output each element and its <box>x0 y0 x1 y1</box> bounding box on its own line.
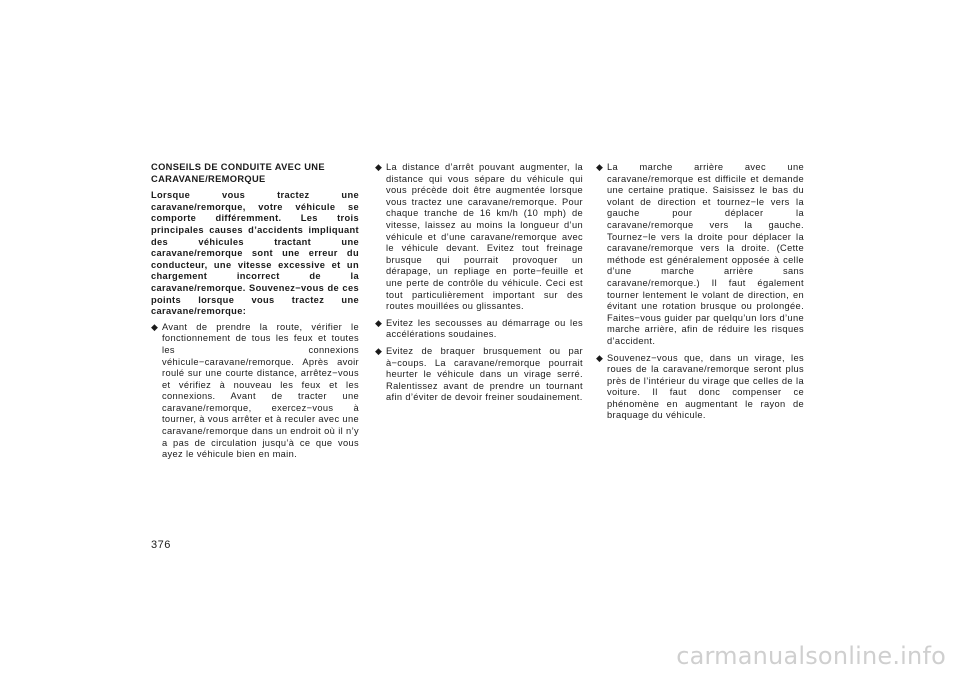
diamond-bullet-icon: ◆ <box>375 317 383 328</box>
diamond-bullet-icon: ◆ <box>596 162 604 172</box>
diamond-bullet-icon: ◆ <box>375 345 383 356</box>
intro-paragraph: Lorsque vous tractez une caravane/remorque, votre véhicule se comporte différemment. Les trois principales causes d’accidents impliquant des véhicules tractant une caravane/remorque sont une erreur du conducteur, une vitesse excessive et un chargement incorrect de la caravane/remorque. Souvenez−vous de ces points lorsque vous tractez une caravane/remorque: <box>151 190 359 317</box>
bullet-list-right <box>596 162 804 422</box>
list-item <box>375 162 583 313</box>
watermark: carmanualsonline.info <box>676 642 946 670</box>
list-item-text: Avant de prendre la route, vérifier le fonctionnement de tous les feux et toutes les connexions véhicule−caravane/remorque. Après avoir roulé sur une courte distance, arrêtez−vous et vérifiez à nouveau les feux et les connexions. Avant de tracter une caravane/remorque, exercez−vous à tourner, à vous arrêter et à reculer avec une caravane/remorque dans un endroit où il n’y a pas de circulation jusqu’à ce que vous ayez le véhicule bien en main. <box>162 321 359 460</box>
list-item <box>596 162 804 348</box>
bullet-list-left <box>151 322 359 461</box>
list-item <box>375 346 583 404</box>
list-item-text: La distance d’arrêt pouvant augmenter, la distance qui vous sépare du véhicule qui vous précède doit être augmentée lorsque vous tractez une caravane/remorque. Pour chaque tranche de 16 km/h (10 mph) de vitesse, laissez au moins la longueur d’un véhicule et d’une caravane/remorque avec le véhicule devant. Evitez tout freinage brusque qui pourrait provoquer un dérapage, un repliage en porte−feuille et une perte de contrôle du véhicule. Ceci est tout particulièrement important sur des routes mouillées ou glissantes. <box>386 162 583 312</box>
list-item-text: Souvenez−vous que, dans un virage, les roues de la caravane/remorque seront plus près de l’intérieur du virage que celles de la voiture. Il faut donc compenser ce phénomène en augmentant le rayon de braquage du véhicule. <box>607 352 804 421</box>
list-item <box>375 318 583 341</box>
column-right <box>596 162 804 427</box>
section-heading: CONSEILS DE CONDUITE AVEC UNE CARAVANE/REMORQUE <box>151 162 325 184</box>
list-item <box>151 322 359 461</box>
diamond-bullet-icon: ◆ <box>151 321 159 332</box>
list-item-text: La marche arrière avec une caravane/remorque est difficile et demande une certaine pratique. Saisissez le bas du volant de direction et tournez−le vers la gauche pour déplacer la caravane/remorque vers la gauche. Tournez−le vers la droite pour déplacer la caravane/remorque vers la droite. (Cette méthode est généralement opposée à celle d’une marche arrière sans caravane/remorque.) Il faut également tourner lentement le volant de direction, en évitant une rotation brusque ou prolongée. Faites−vous guider par quelqu’un lors d’une marche arrière, afin de réduire les risques d’accident. <box>607 162 804 346</box>
list-item <box>596 353 804 423</box>
list-item-text: Evitez de braquer brusquement ou par à−coups. La caravane/remorque pourrait heurter le véhicule dans un virage serré. Ralentissez avant de prendre un tournant afin d’éviter de devoir freiner soudainement. <box>386 345 583 403</box>
list-item-text: Evitez les secousses au démarrage ou les accélérations soudaines. <box>386 317 583 340</box>
column-middle <box>375 162 583 409</box>
diamond-bullet-icon: ◆ <box>596 352 604 363</box>
diamond-bullet-icon: ◆ <box>375 162 383 172</box>
column-left <box>151 162 359 466</box>
page-number: 376 <box>151 539 171 551</box>
bullet-list-middle <box>375 162 583 404</box>
